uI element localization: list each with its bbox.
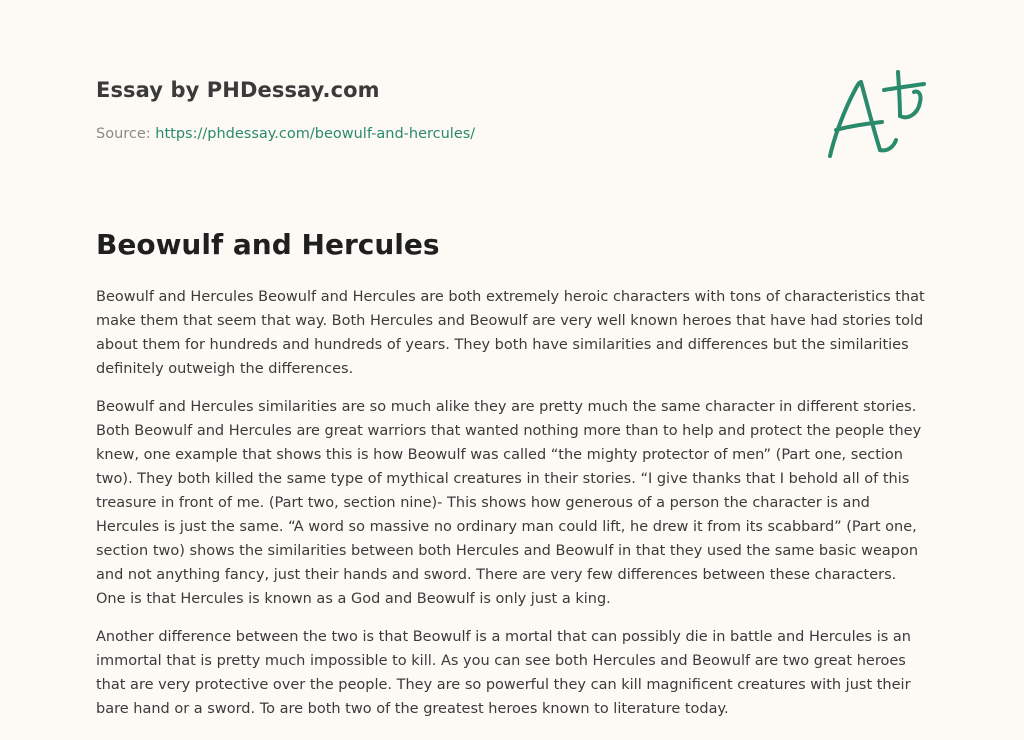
essay-title: Beowulf and Hercules [96, 228, 440, 261]
source-label: Source: [96, 126, 151, 142]
source-link[interactable]: https://phdessay.com/beowulf-and-hercules/ [155, 126, 476, 142]
essay-paragraph: Another difference between the two is that Beowulf is a mortal that can possibly die in battle and Hercules is an immortal that is pretty much impossible to kill. As you can see both Hercules and Beowulf are two great heroes that are very protective over the people. They are so powerful they can kill magnificent creatures with just their bare hand or a sword. To are both two of the greatest heroes known to literature today. [96, 629, 911, 717]
site-header [96, 76, 756, 144]
essay-body [96, 285, 928, 735]
essay-paragraph: Beowulf and Hercules Beowulf and Hercules are both extremely heroic characters with tons of characteristics that make them that seem that way. Both Hercules and Beowulf are very well known heroes that have had stories told about them for hundreds and hundreds of years. They both have similarities and differences but the similarities definitely outweigh the differences. [96, 289, 925, 377]
a-plus-grade-icon [822, 68, 928, 164]
essay-paragraph: Beowulf and Hercules similarities are so much alike they are pretty much the same character in different stories. Both Beowulf and Hercules are great warriors that wanted nothing more than to help and protect the people they knew, one example that shows this is how Beowulf was called “the mighty protector of men” (Part one, section two). They both killed the same type of mythical creatures in their stories. “I give thanks that I behold all of this treasure in front of me. (Part two, section nine)- This shows how generous of a person the character is and Hercules is just the same. “A word so massive no ordinary man could lift, he drew it from its scabbard” (Part one, section two) shows the similarities between both Hercules and Beowulf in that they used the same basic weapon and not anything fancy, just their hands and sword. There are very few differences between these characters. One is that Hercules is known as a God and Beowulf is only just a king. [96, 399, 922, 607]
source-line [96, 124, 756, 144]
site-brand: Essay by PHDessay.com [96, 78, 380, 102]
